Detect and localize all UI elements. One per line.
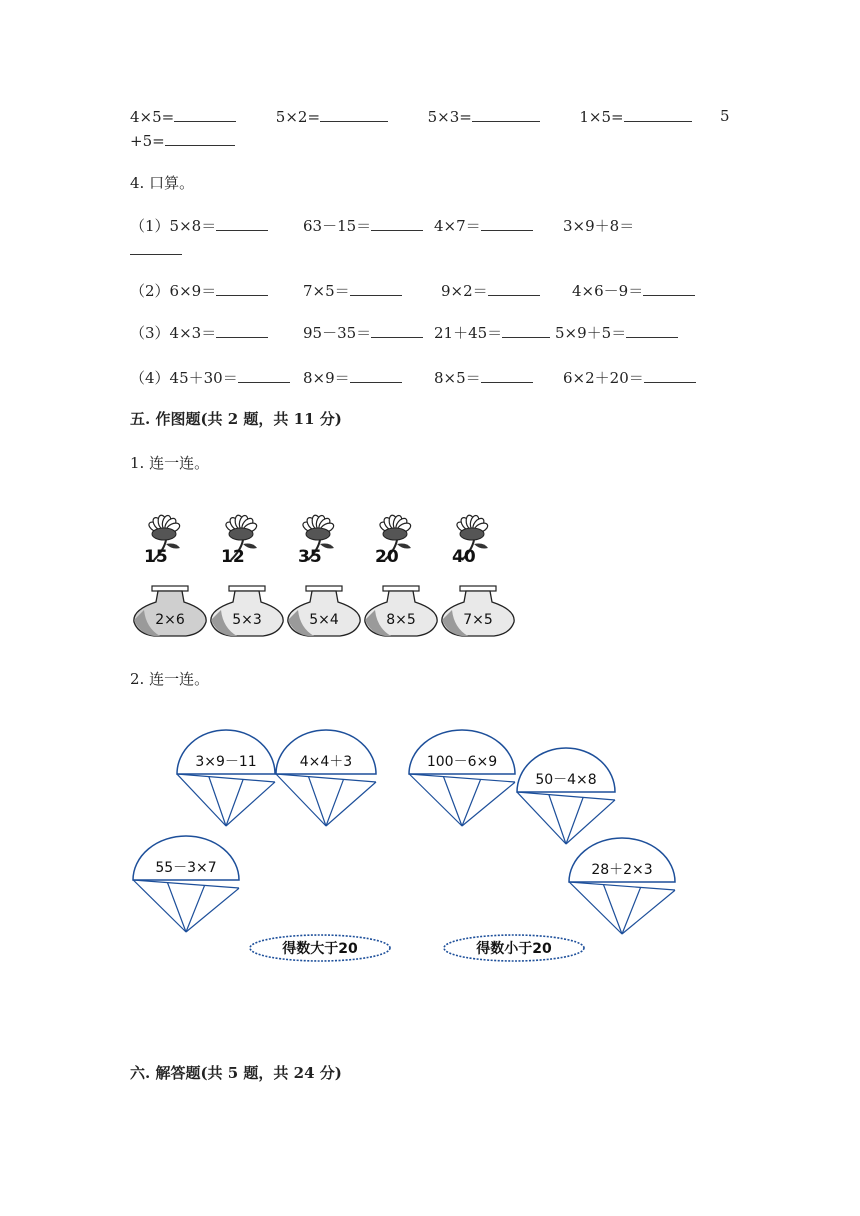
q4-row-1-wrap bbox=[130, 240, 182, 259]
q4-row-1-c bbox=[434, 215, 533, 236]
answer-blank[interactable] bbox=[130, 240, 182, 255]
expr: 8×5＝ bbox=[434, 369, 481, 387]
parachute[interactable] bbox=[177, 730, 275, 826]
parachute-label: 55－3×7 bbox=[155, 860, 217, 876]
q5-2-title: 2. 连一连。 bbox=[130, 670, 210, 688]
vase-rim bbox=[460, 586, 496, 591]
q4-row-2-d bbox=[572, 280, 695, 301]
q4-row-1-b bbox=[303, 215, 423, 236]
canopy-base bbox=[409, 774, 515, 782]
answer-box[interactable] bbox=[444, 935, 584, 961]
vase[interactable] bbox=[365, 586, 437, 636]
leaf bbox=[166, 544, 180, 549]
flower[interactable] bbox=[375, 515, 412, 567]
line-string bbox=[569, 882, 622, 934]
parachutes-figure bbox=[130, 728, 690, 968]
q4-row-1-d: 3×9＋8＝ bbox=[563, 217, 635, 235]
answer-box-label: 得数大于20 bbox=[282, 941, 358, 957]
answer-blank[interactable] bbox=[472, 107, 540, 122]
canopy-base bbox=[177, 774, 275, 782]
flower[interactable] bbox=[298, 515, 335, 567]
parachute[interactable] bbox=[569, 838, 675, 934]
expr: （1）5×8＝ bbox=[130, 217, 217, 235]
vase-label: 5×3 bbox=[232, 612, 262, 628]
parachute[interactable] bbox=[276, 730, 376, 826]
expr: 6×2＋20＝ bbox=[563, 369, 644, 387]
answer-blank[interactable] bbox=[481, 368, 533, 383]
line-string bbox=[177, 774, 226, 826]
vase-label: 2×6 bbox=[155, 612, 185, 628]
vase-rim bbox=[152, 586, 188, 591]
q4-title: 4. 口算。 bbox=[130, 174, 195, 192]
q4-row-3-b bbox=[303, 322, 423, 343]
flowers-vases-figure bbox=[130, 510, 530, 650]
line-string bbox=[622, 890, 675, 934]
flower-number: 15 bbox=[144, 547, 168, 567]
line-string bbox=[226, 782, 275, 826]
canopy-base bbox=[133, 880, 239, 888]
flower-center bbox=[229, 528, 253, 540]
vase-label: 8×5 bbox=[386, 612, 416, 628]
answer-blank[interactable] bbox=[488, 281, 540, 296]
flower-center bbox=[383, 528, 407, 540]
expr: 5×3= bbox=[427, 108, 472, 126]
parachute[interactable] bbox=[517, 748, 615, 844]
flower-center bbox=[306, 528, 330, 540]
answer-blank[interactable] bbox=[165, 131, 235, 146]
leaf bbox=[320, 544, 334, 549]
expr: 8×9＝ bbox=[303, 369, 350, 387]
line-string bbox=[549, 795, 566, 844]
answer-blank[interactable] bbox=[643, 281, 695, 296]
q4-row-2-b bbox=[303, 280, 402, 301]
flower[interactable] bbox=[452, 515, 489, 567]
line-string bbox=[309, 777, 327, 826]
q4-row-3-d bbox=[555, 322, 678, 343]
expr: +5= bbox=[130, 132, 165, 150]
section-5-title: 五. 作图题(共 2 题，共 11 分) bbox=[130, 410, 342, 428]
line-string bbox=[517, 792, 566, 844]
expr: 1×5= bbox=[579, 108, 624, 126]
expr: 5×9＋5＝ bbox=[555, 324, 627, 342]
answer-blank[interactable] bbox=[502, 323, 550, 338]
line-string bbox=[133, 880, 186, 932]
vase-rim bbox=[383, 586, 419, 591]
line-string bbox=[326, 782, 376, 826]
answer-blank[interactable] bbox=[216, 281, 268, 296]
top-row-wrap bbox=[130, 131, 235, 150]
q4-row-2 bbox=[130, 280, 268, 301]
answer-blank[interactable] bbox=[624, 107, 692, 122]
line-string bbox=[167, 883, 186, 932]
flower-number: 20 bbox=[375, 547, 399, 567]
q4-row-3-c bbox=[434, 322, 550, 343]
line-string bbox=[443, 777, 462, 826]
answer-blank[interactable] bbox=[320, 107, 388, 122]
flower[interactable] bbox=[144, 515, 181, 567]
expr: 9×2＝ bbox=[441, 282, 488, 300]
q4-row-4-b bbox=[303, 367, 402, 388]
canopy-base bbox=[569, 882, 675, 890]
top-row-wrap-start: 5 bbox=[720, 107, 730, 125]
expr: 4×6－9＝ bbox=[572, 282, 644, 300]
vases-group bbox=[134, 586, 514, 636]
parachute-label: 4×4＋3 bbox=[299, 754, 353, 770]
q4-row-3 bbox=[130, 322, 268, 343]
answer-blank[interactable] bbox=[238, 368, 290, 383]
canopy-base bbox=[276, 774, 376, 782]
flower-center bbox=[152, 528, 176, 540]
parachutes-group bbox=[133, 730, 675, 934]
leaf bbox=[474, 544, 488, 549]
q4-row-1 bbox=[130, 215, 268, 236]
expr: 95－35＝ bbox=[303, 324, 372, 342]
parachute[interactable] bbox=[409, 730, 515, 826]
line-string bbox=[603, 885, 622, 934]
answer-blank[interactable] bbox=[644, 368, 696, 383]
expr: （2）6×9＝ bbox=[130, 282, 217, 300]
flowers-group bbox=[144, 515, 489, 567]
line-string bbox=[209, 777, 226, 826]
vase-label: 5×4 bbox=[309, 612, 339, 628]
expr: 4×5= bbox=[130, 108, 175, 126]
canopy-base bbox=[517, 792, 615, 800]
answer-blank[interactable] bbox=[174, 107, 236, 122]
flower-number: 40 bbox=[452, 547, 476, 567]
expr: 63－15＝ bbox=[303, 217, 372, 235]
expr: （3）4×3＝ bbox=[130, 324, 217, 342]
answer-blank[interactable] bbox=[350, 368, 402, 383]
flower-number: 12 bbox=[221, 547, 245, 567]
answer-blank[interactable] bbox=[481, 216, 533, 231]
line-string bbox=[462, 782, 515, 826]
q4-row-4-d bbox=[563, 367, 696, 388]
q4-row-4 bbox=[130, 367, 290, 388]
answer-blank[interactable] bbox=[350, 281, 402, 296]
parachute-label: 50－4×8 bbox=[535, 772, 597, 788]
flower[interactable] bbox=[221, 515, 258, 567]
top-row bbox=[130, 107, 692, 126]
parachute[interactable] bbox=[133, 836, 239, 932]
q4-row-2-c bbox=[441, 280, 540, 301]
flower-number: 35 bbox=[298, 547, 322, 567]
parachute-label: 100－6×9 bbox=[426, 754, 498, 770]
vase[interactable] bbox=[288, 586, 360, 636]
answer-blank[interactable] bbox=[626, 323, 678, 338]
q5-1-title: 1. 连一连。 bbox=[130, 454, 210, 472]
vase-rim bbox=[306, 586, 342, 591]
parachute-label: 3×9－11 bbox=[195, 754, 257, 770]
parachute-label: 28＋2×3 bbox=[591, 862, 653, 878]
q4-row-4-c bbox=[434, 367, 533, 388]
vase-rim bbox=[229, 586, 265, 591]
boxes-group bbox=[250, 935, 584, 961]
expr: 21＋45＝ bbox=[434, 324, 503, 342]
leaf bbox=[397, 544, 411, 549]
expr: 5×2= bbox=[275, 108, 321, 126]
answer-box[interactable] bbox=[250, 935, 390, 961]
answer-blank[interactable] bbox=[216, 323, 268, 338]
expr: 7×5＝ bbox=[303, 282, 350, 300]
answer-blank[interactable] bbox=[371, 323, 423, 338]
answer-blank[interactable] bbox=[371, 216, 423, 231]
line-string bbox=[276, 774, 326, 826]
answer-box-label: 得数小于20 bbox=[476, 941, 552, 957]
section-6-title: 六. 解答题(共 5 题，共 24 分) bbox=[130, 1064, 342, 1082]
leaf bbox=[243, 544, 257, 549]
vase[interactable] bbox=[211, 586, 283, 636]
line-string bbox=[566, 800, 615, 844]
expr: 4×7＝ bbox=[434, 217, 481, 235]
vase[interactable] bbox=[442, 586, 514, 636]
line-string bbox=[186, 888, 239, 932]
expr: （4）45＋30＝ bbox=[130, 369, 238, 387]
vase-label: 7×5 bbox=[463, 612, 493, 628]
vase[interactable] bbox=[134, 586, 206, 636]
answer-blank[interactable] bbox=[216, 216, 268, 231]
line-string bbox=[409, 774, 462, 826]
flower-center bbox=[460, 528, 484, 540]
